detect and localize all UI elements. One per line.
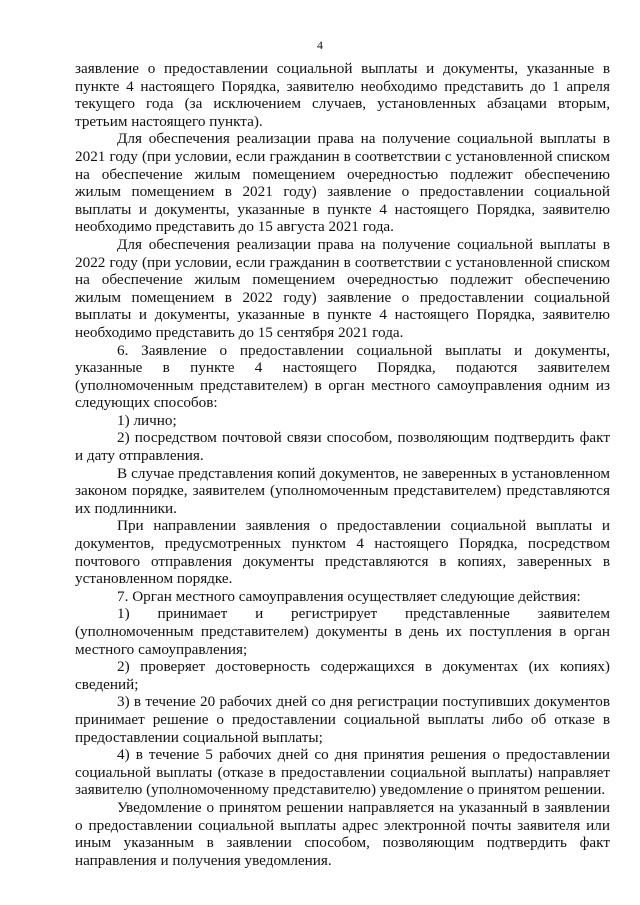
paragraph-2021-deadline: Для обеспечения реализации права на получение социальной выплаты в 2021 году (при условии, если гражданин в соответствии с установленной списком на обеспечение жилым помещением очередностью подлежит обеспечению жилым помещением в 2021 году) заявление о предоставлении социальной выплаты и документы, указанные в пункте 4 настоящего Порядка, заявителю необходимо представить до 15 августа 2021 года. bbox=[75, 130, 610, 236]
page-number: 4 bbox=[317, 38, 323, 52]
paragraph-copies-originals: В случае представления копий документов, не заверенных в установленном законом порядке, заявителем (уполномоченным представителем) представляются их подлинники. bbox=[75, 464, 610, 517]
paragraph-item-6-1: 1) лично; bbox=[117, 411, 177, 429]
paragraph-item-7-3: 3) в течение 20 рабочих дней со дня регистрации поступивших документов принимает решение о предоставлении социальной выплаты либо об отказе в предоставлении социальной выплаты; bbox=[75, 693, 610, 746]
paragraph-item-7-2: 2) проверяет достоверность содержащихся в документах (их копиях) сведений; bbox=[75, 658, 610, 693]
paragraph-item-7-1: 1) принимает и регистрирует представленные заявителем (уполномоченным представителем) документы в день их поступления в орган местного самоуправления; bbox=[75, 605, 610, 658]
paragraph-postal-copies: При направлении заявления о предоставлении социальной выплаты и документов, предусмотренных пунктом 4 настоящего Порядка, посредством почтового отправления документы представляются в копиях, заверенных в установленном порядке. bbox=[75, 517, 610, 588]
paragraph-item-7-4: 4) в течение 5 рабочих дней со дня принятия решения о предоставлении социальной выплаты (отказе в предоставлении социальной выплаты) направляет заявителю (уполномоченному представителю) уведомление о принятом решении. bbox=[75, 746, 610, 799]
paragraph-2022-deadline: Для обеспечения реализации права на получение социальной выплаты в 2022 году (при условии, если гражданин в соответствии с установленной списком на обеспечение жилым помещением очередностью подлежит обеспечению жилым помещением в 2022 году) заявление о предоставлении социальной выплаты и документы, указанные в пункте 4 настоящего Порядка, заявителю необходимо представить до 15 сентября 2021 года. bbox=[75, 235, 610, 341]
paragraph-notification: Уведомление о принятом решении направляется на указанный в заявлении о предоставлении социальной выплаты адрес электронной почты заявителя или иным указанным в заявлении способом, позволяющим подтвердить факт направления и получения уведомления. bbox=[75, 798, 610, 869]
document-body bbox=[75, 60, 610, 869]
paragraph-item-7: 7. Орган местного самоуправления осуществляет следующие действия: bbox=[117, 587, 581, 605]
paragraph-item-6: 6. Заявление о предоставлении социальной выплаты и документы, указанные в пункте 4 настоящего Порядка, подаются заявителем (уполномоченным представителем) в орган местного самоуправления одним из следующих способов: bbox=[75, 341, 610, 412]
paragraph-item-6-2: 2) посредством почтовой связи способом, позволяющим подтвердить факт и дату отправления. bbox=[75, 429, 610, 465]
paragraph-deadline-continuation: заявление о предоставлении социальной выплаты и документы, указанные в пункте 4 настоящего Порядка, заявителю необходимо представить до 1 апреля текущего года (за исключением случаев, установленных абзацами вторым, третьим настоящего пункта). bbox=[75, 60, 610, 130]
